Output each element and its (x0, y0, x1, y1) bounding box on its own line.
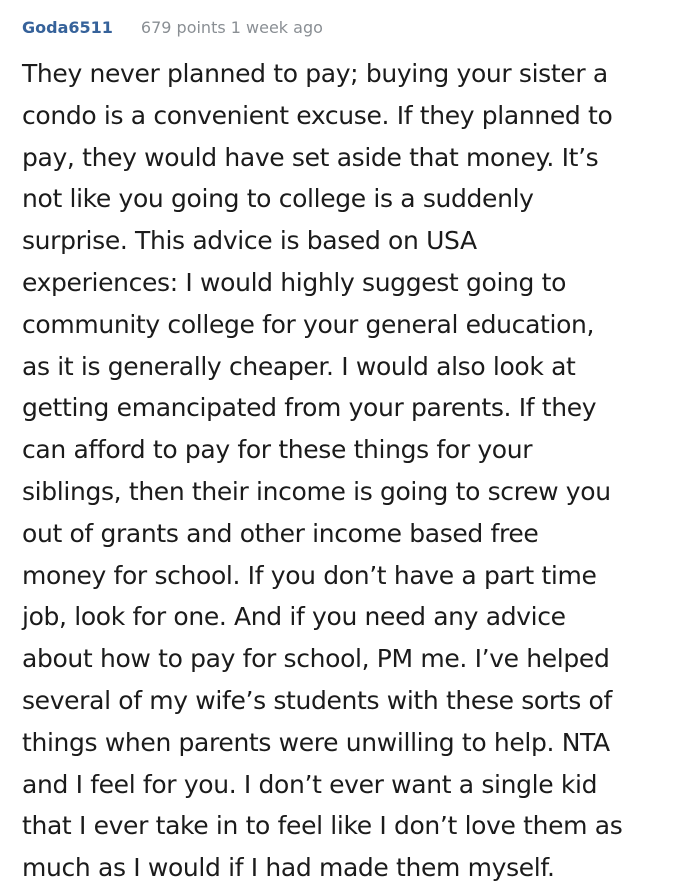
comment-body-line: about how to pay for school, PM me. I’ve helped (22, 644, 610, 674)
comment-author-link[interactable]: Goda6511 (22, 18, 113, 37)
comment-body-line: surprise. This advice is based on USA (22, 226, 477, 256)
comment-body-line: getting emancipated from your parents. If they (22, 393, 597, 423)
comment-body-line: job, look for one. And if you need any advice (22, 602, 566, 632)
comment-body-line: pay, they would have set aside that money. It’s (22, 142, 599, 172)
comment-body-line: siblings, then their income is going to screw you (22, 476, 611, 506)
comment-body-line: as it is generally cheaper. I would also look at (22, 351, 576, 381)
comment-body-line: out of grants and other income based free (22, 518, 539, 548)
comment-body-line: things when parents were unwilling to help. NTA (22, 727, 610, 757)
comment-body-line: condo is a convenient excuse. If they planned to (22, 100, 613, 130)
comment-body-line: and I feel for you. I don’t ever want a single kid (22, 769, 598, 799)
comment-body-line: money for school. If you don’t have a part time (22, 560, 597, 590)
comment-body-line: can afford to pay for these things for your (22, 435, 533, 465)
comment-body-line: much as I would if I had made them myself. (22, 853, 555, 883)
comment-body-line: several of my wife’s students with these sorts of (22, 685, 612, 715)
comment-body (22, 53, 678, 889)
comment-body-line: that I ever take in to feel like I don’t love them as (22, 811, 623, 841)
comment-body-line: experiences: I would highly suggest going to (22, 267, 567, 297)
comment-body-line: They never planned to pay; buying your sister a (22, 59, 608, 88)
comment-meta: 679 points 1 week ago (140, 18, 323, 37)
comment-body-line: not like you going to college is a suddenly (22, 184, 534, 214)
comment-header (22, 18, 678, 44)
comment-body-line: community college for your general education, (22, 309, 595, 339)
